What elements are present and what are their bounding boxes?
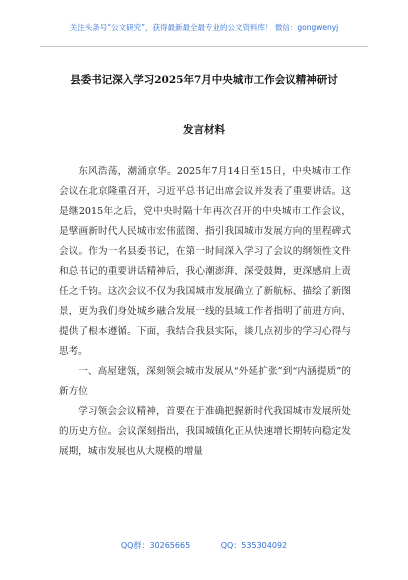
footer-qq-number: QQ：535304092 — [220, 541, 288, 550]
body-paragraph-section-1: 学习领会会议精神，首要在于准确把握新时代我国城市发展所处的历史方位。会议深刻指出，我国城镇化正从快速增长期转向稳定发展期，城市发展也从大规模的增量 — [59, 406, 351, 457]
document-title: 县委书记深入学习2025年7月中央城市工作会议精神研讨 — [70, 74, 338, 86]
footer-qq-group: QQ群：30265665 — [120, 541, 191, 550]
header-divider — [40, 46, 368, 47]
document-subtitle: 发言材料 — [183, 124, 225, 136]
document-body — [59, 162, 351, 462]
header-promo-note: 关注头条号“公文研究”，获得最新最全最专业的公文资料库！ 微信：gongwenyj — [69, 23, 339, 32]
body-paragraph-intro: 东风浩荡，潮涌京华。2025年7月14日至15日，中央城市工作会议在北京隆重召开，习近平总书记出席会议并发表了重要讲话。这是继2015年之后，党中央时隔十年再次召开的中央城市工作会议，是擘画新时代人民城市宏伟蓝图、指引我国城市发展方向的里程碑式会议。作为一名县委书记，在第一时间深入学习了会议的纲领性文件和总书记的重要讲话精神后，我心潮澎湃、深受鼓舞，更深感肩上责任之千钧。这次会议不仅为我国城市发展确立了新航标、描绘了新图景，更为我们身处城乡融合发展一线的县域工作者指明了前进方向、提供了根本遵循。下面，我结合我县实际，谈几点初步的学习心得与思考。 — [59, 166, 351, 357]
section-heading-1: 一、高屋建瓴，深刻领会城市发展从“外延扩张”到“内涵提质”的新方位 — [59, 366, 351, 397]
footer-contact — [0, 540, 408, 551]
